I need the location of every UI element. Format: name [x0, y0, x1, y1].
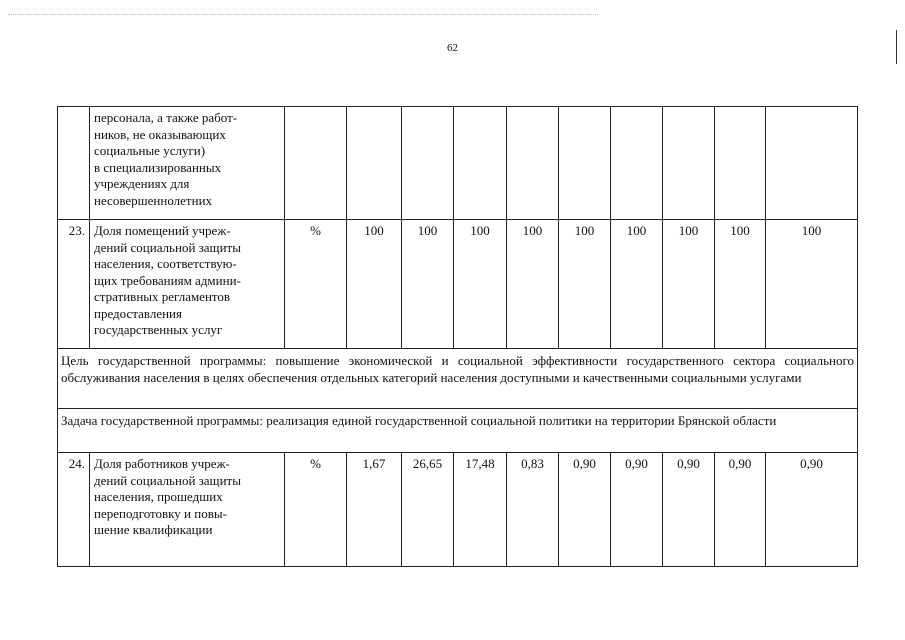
value-cell: 100 [663, 220, 715, 349]
unit-cell: % [285, 220, 347, 349]
scan-artifact-dots [8, 14, 598, 17]
value-cell: 100 [454, 220, 507, 349]
value-cell: 100 [611, 220, 663, 349]
row-number-cell: 24. [58, 453, 90, 567]
value-cell: 17,48 [454, 453, 507, 567]
row-number-cell [58, 107, 90, 220]
value-cell: 0,90 [663, 453, 715, 567]
value-cell: 100 [766, 220, 858, 349]
indicator-name-cell: Доля работников учреж- дений социальной защиты населения, прошедших переподготовку и повы- шение квалификации [90, 453, 285, 567]
value-cell: 0,90 [766, 453, 858, 567]
value-cell: 100 [507, 220, 559, 349]
table-row-task [58, 409, 858, 453]
value-cell [611, 107, 663, 220]
indicator-name-cell: персонала, а также работ- ников, не оказывающих социальные услуги) в специализированных учреждениях для несовершеннолетних [90, 107, 285, 220]
value-cell [559, 107, 611, 220]
unit-cell: % [285, 453, 347, 567]
indicator-name-cell: Доля помещений учреж- дений социальной защиты населения, соответствую- щих требованиям админи- стративных регламентов предоставления государственных услуг [90, 220, 285, 349]
value-cell [454, 107, 507, 220]
program-goal-cell: Цель государственной программы: повышение экономической и социальной эффективности государственного сектора социального обслуживания населения в целях обеспечения отдельных категорий населения доступными и качественными социальными услугами [58, 349, 858, 409]
value-cell: 100 [715, 220, 766, 349]
value-cell [715, 107, 766, 220]
table-row-continuation [58, 107, 858, 220]
unit-cell [285, 107, 347, 220]
value-cell: 0,83 [507, 453, 559, 567]
value-cell [507, 107, 559, 220]
value-cell: 1,67 [347, 453, 402, 567]
value-cell: 100 [559, 220, 611, 349]
value-cell [402, 107, 454, 220]
value-cell [347, 107, 402, 220]
value-cell: 100 [347, 220, 402, 349]
page-number: 62 [447, 42, 458, 54]
value-cell [766, 107, 858, 220]
value-cell: 26,65 [402, 453, 454, 567]
indicators-table-container [57, 106, 857, 567]
row-number-cell: 23. [58, 220, 90, 349]
value-cell: 0,90 [715, 453, 766, 567]
indicators-table [57, 106, 858, 567]
value-cell: 0,90 [559, 453, 611, 567]
program-task-cell: Задача государственной программы: реализация единой государственной социальной политики на территории Брянской области [58, 409, 858, 453]
table-row-goal [58, 349, 858, 409]
table-row-indicator [58, 220, 858, 349]
value-cell: 0,90 [611, 453, 663, 567]
value-cell: 100 [402, 220, 454, 349]
table-body [58, 107, 858, 567]
table-row-indicator [58, 453, 858, 567]
value-cell [663, 107, 715, 220]
